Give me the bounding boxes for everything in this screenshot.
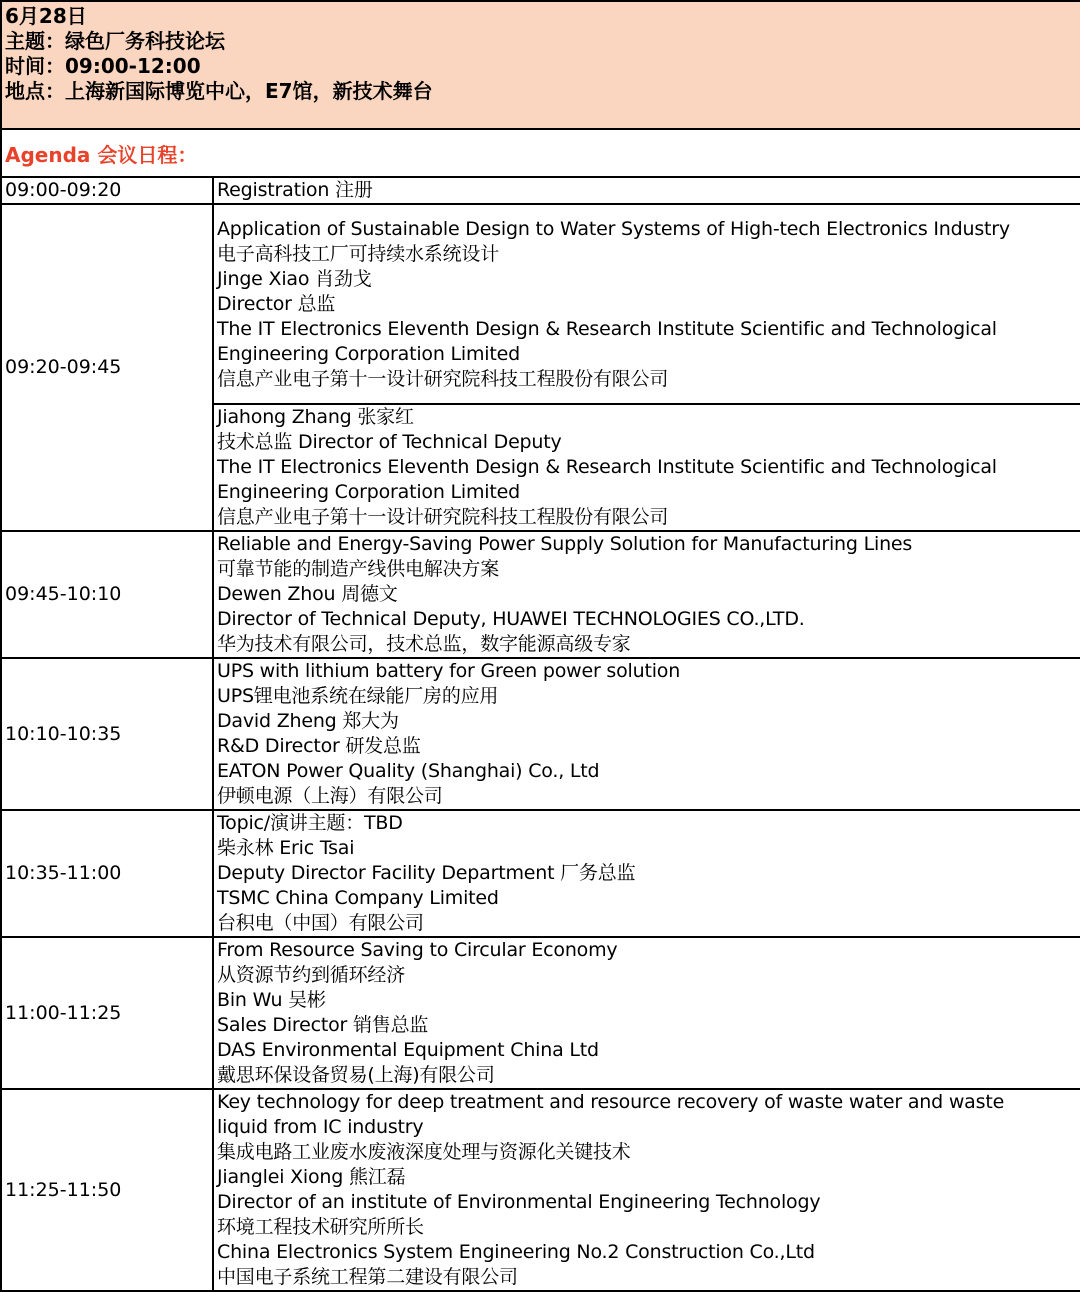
session-line: 从资源节约到循环经济 — [217, 964, 406, 986]
session-line: 戴思环保设备贸易(上海)有限公司 — [217, 1064, 495, 1086]
agenda-title-row — [1, 129, 1080, 177]
session-line: Bin Wu 吴彬 — [217, 989, 326, 1011]
session-line: From Resource Saving to Circular Economy — [217, 939, 618, 961]
session-line: Dewen Zhou 周德文 — [217, 583, 398, 605]
session-line: Engineering Corporation Limited — [217, 481, 520, 503]
session-cell — [213, 177, 1080, 204]
session-line: Jiahong Zhang 张家红 — [217, 406, 414, 428]
session-line: Reliable and Energy-Saving Power Supply Solution for Manufacturing Lines — [217, 533, 913, 555]
time-slot: 09:45-10:10 — [1, 531, 213, 658]
session-line: 电子高科技工厂可持续水系统设计 — [217, 242, 500, 265]
event-theme: 主题：绿色厂务科技论坛 — [5, 29, 225, 53]
agenda-title: Agenda 会议日程： — [1, 129, 1080, 177]
table-row — [1, 937, 1080, 1089]
session-line: Director 总监 — [217, 292, 336, 315]
session-line: DAS Environmental Equipment China Ltd — [217, 1039, 599, 1061]
session-cell — [213, 658, 1080, 810]
session-line: 信息产业电子第十一设计研究院科技工程股份有限公司 — [217, 506, 669, 528]
session-line: 可靠节能的制造产线供电解决方案 — [217, 558, 500, 580]
session-line: Director of Technical Deputy, HUAWEI TECHNOLOGIES CO.,LTD. — [217, 608, 805, 630]
session-cell — [213, 404, 1080, 531]
event-location: 地点：上海新国际博览中心，E7馆，新技术舞台 — [5, 79, 433, 103]
table-row — [1, 204, 1080, 404]
session-line: 信息产业电子第十一设计研究院科技工程股份有限公司 — [217, 367, 669, 390]
time-slot: 11:25-11:50 — [1, 1089, 213, 1291]
session-line: 技术总监 Director of Technical Deputy — [217, 431, 562, 453]
session-line: EATON Power Quality (Shanghai) Co., Ltd — [217, 760, 600, 782]
session-cell — [213, 531, 1080, 658]
session-line: The IT Electronics Eleventh Design & Research Institute Scientific and Technological — [217, 456, 997, 478]
session-line: 华为技术有限公司，技术总监，数字能源高级专家 — [217, 633, 631, 655]
session-line: Key technology for deep treatment and resource recovery of waste water and waste — [217, 1091, 1005, 1113]
session-line: Director of an institute of Environmental Engineering Technology — [217, 1191, 821, 1213]
session-line: 台积电（中国）有限公司 — [217, 912, 424, 934]
header-row — [1, 1, 1080, 129]
event-time: 时间：09:00-12:00 — [5, 54, 201, 78]
session-cell — [213, 204, 1080, 404]
session-line: UPS with lithium battery for Green power solution — [217, 660, 681, 682]
session-line: 中国电子系统工程第二建设有限公司 — [217, 1266, 518, 1288]
time-slot: 09:00-09:20 — [1, 177, 213, 204]
session-line: The IT Electronics Eleventh Design & Research Institute Scientific and Technological — [217, 317, 997, 340]
session-line: Application of Sustainable Design to Water Systems of High-tech Electronics Industry — [217, 217, 1010, 240]
table-row — [1, 531, 1080, 658]
session-line: UPS锂电池系统在绿能厂房的应用 — [217, 685, 499, 707]
table-row — [1, 1089, 1080, 1291]
session-line: Jianglei Xiong 熊江磊 — [217, 1166, 406, 1188]
session-line: Registration 注册 — [217, 179, 373, 201]
session-line: Jinge Xiao 肖劲戈 — [217, 267, 372, 290]
session-line: David Zheng 郑大为 — [217, 710, 399, 732]
session-line: China Electronics System Engineering No.2 Construction Co.,Ltd — [217, 1241, 815, 1263]
time-slot: 10:35-11:00 — [1, 810, 213, 937]
session-line: Topic/演讲主题：TBD — [217, 812, 403, 834]
session-line: Deputy Director Facility Department 厂务总监 — [217, 862, 636, 884]
session-line: R&D Director 研发总监 — [217, 735, 421, 757]
table-row — [1, 177, 1080, 204]
time-slot: 10:10-10:35 — [1, 658, 213, 810]
time-slot: 11:00-11:25 — [1, 937, 213, 1089]
session-line: Engineering Corporation Limited — [217, 342, 520, 365]
session-cell — [213, 810, 1080, 937]
time-slot: 09:20-09:45 — [1, 204, 213, 531]
session-cell — [213, 1089, 1080, 1291]
session-line: liquid from IC industry — [217, 1116, 424, 1138]
session-line: 集成电路工业废水废液深度处理与资源化关键技术 — [217, 1141, 631, 1163]
session-cell — [213, 937, 1080, 1089]
session-line: Sales Director 销售总监 — [217, 1014, 429, 1036]
event-date: 6月28日 — [5, 4, 87, 28]
session-line: TSMC China Company Limited — [217, 887, 499, 909]
header-cell — [1, 1, 1080, 129]
session-line: 柴永林 Eric Tsai — [217, 837, 355, 859]
table-row — [1, 658, 1080, 810]
table-row — [1, 810, 1080, 937]
session-line: 环境工程技术研究所所长 — [217, 1216, 424, 1238]
session-line: 伊顿电源（上海）有限公司 — [217, 785, 443, 807]
